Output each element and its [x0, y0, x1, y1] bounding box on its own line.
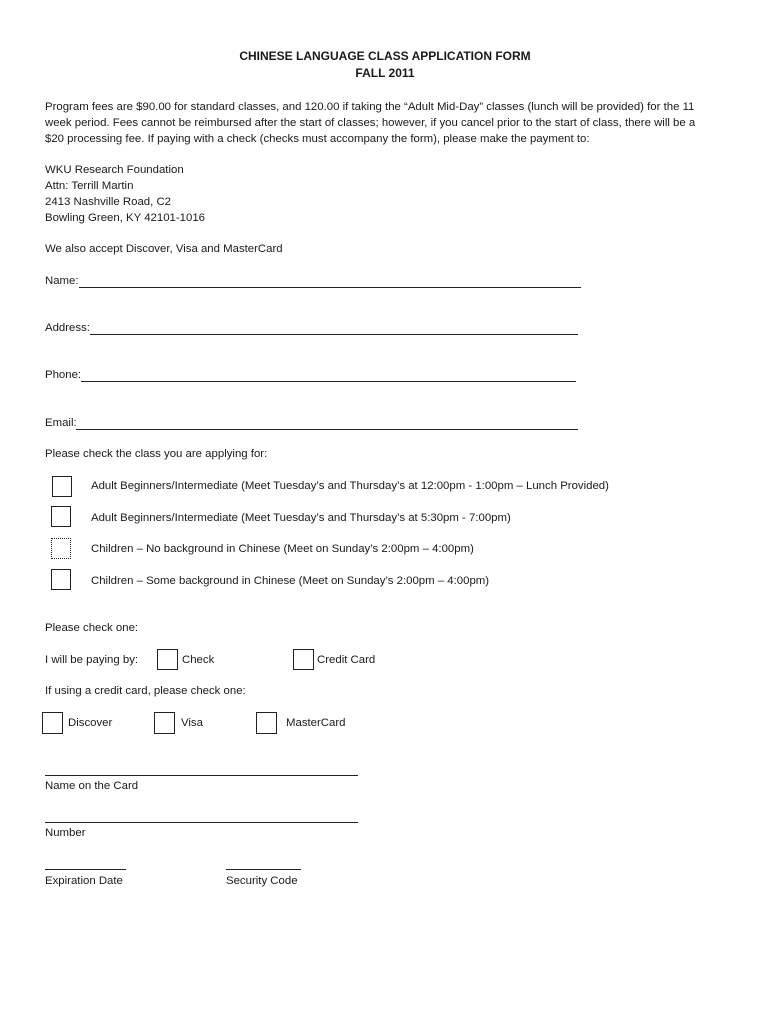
class-option-3-label: Children – No background in Chinese (Meet on Sunday’s 2:00pm – 4:00pm): [91, 543, 474, 555]
card-number-field[interactable]: [45, 822, 358, 823]
email-label: Email:: [45, 417, 77, 429]
check-one-prompt: Please check one:: [45, 622, 139, 634]
class-option-2-label: Adult Beginners/Intermediate (Meet Tuesday’s and Thursday’s at 5:30pm - 7:00pm): [91, 512, 511, 524]
address-field[interactable]: [90, 334, 578, 335]
paying-by-label: I will be paying by:: [45, 654, 139, 666]
phone-field[interactable]: [81, 381, 576, 382]
discover-label: Discover: [68, 717, 113, 729]
name-field[interactable]: [79, 287, 581, 288]
expiration-date-field[interactable]: [45, 869, 126, 870]
discover-checkbox[interactable]: [42, 712, 63, 734]
credit-card-prompt: If using a credit card, please check one:: [45, 685, 246, 697]
payee-line-4: Bowling Green, KY 42101-1016: [45, 212, 206, 224]
visa-checkbox[interactable]: [154, 712, 175, 734]
program-fees-paragraph: Program fees are $90.00 for standard classes, and 120.00 if taking the “Adult Mid-Day” classes (lunch will be provided) for the 11 week period. Fees cannot be reimbursed after the start of classes; however, if you cancel prior to the start of class, there will be a $20 processing fee. If paying with a check (checks must accompany the form), please make the payment to:: [45, 101, 696, 145]
form-title: CHINESE LANGUAGE CLASS APPLICATION FORM: [239, 49, 531, 63]
class-prompt: Please check the class you are applying for:: [45, 448, 268, 460]
class-option-4-label: Children – Some background in Chinese (Meet on Sunday’s 2:00pm – 4:00pm): [91, 575, 490, 587]
pay-credit-card-label: Credit Card: [317, 654, 376, 666]
security-code-field[interactable]: [226, 869, 301, 870]
form-subtitle: FALL 2011: [355, 66, 415, 80]
payee-line-2: Attn: Terrill Martin: [45, 180, 134, 192]
card-number-label: Number: [45, 827, 86, 839]
visa-label: Visa: [181, 717, 203, 729]
class-option-1-checkbox[interactable]: [52, 476, 72, 497]
class-option-3-checkbox[interactable]: [51, 538, 71, 559]
expiration-date-label: Expiration Date: [45, 875, 123, 887]
payee-line-1: WKU Research Foundation: [45, 164, 184, 176]
mastercard-checkbox[interactable]: [256, 712, 277, 734]
class-option-1-label: Adult Beginners/Intermediate (Meet Tuesday’s and Thursday’s at 12:00pm - 1:00pm – Lunch Provided): [91, 480, 609, 492]
name-on-card-field[interactable]: [45, 775, 358, 776]
security-code-label: Security Code: [226, 875, 298, 887]
pay-credit-card-checkbox[interactable]: [293, 649, 314, 670]
class-option-4-checkbox[interactable]: [51, 569, 71, 590]
payee-line-3: 2413 Nashville Road, C2: [45, 196, 172, 208]
mastercard-label: MasterCard: [286, 717, 346, 729]
name-on-card-label: Name on the Card: [45, 780, 139, 792]
address-label: Address:: [45, 322, 90, 334]
phone-label: Phone:: [45, 369, 82, 381]
cards-accepted-note: We also accept Discover, Visa and MasterCard: [45, 243, 283, 255]
name-label: Name:: [45, 275, 79, 287]
class-option-2-checkbox[interactable]: [51, 506, 71, 527]
email-field[interactable]: [76, 429, 578, 430]
pay-check-label: Check: [182, 654, 215, 666]
pay-check-checkbox[interactable]: [157, 649, 178, 670]
